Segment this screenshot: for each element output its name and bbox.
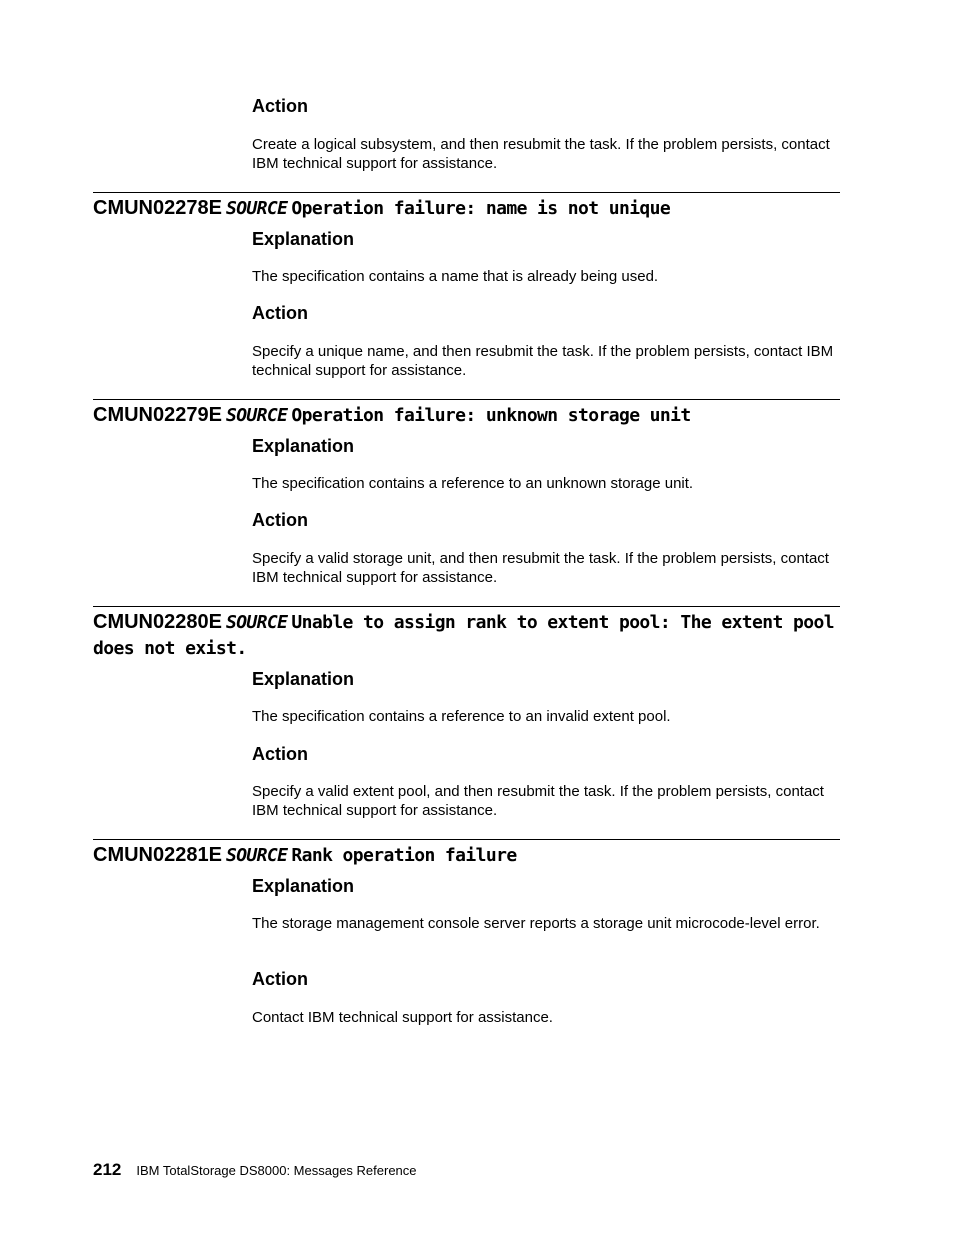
action-heading: Action [252, 744, 308, 764]
message-id: CMUN02279E [93, 404, 222, 426]
message-heading [93, 402, 843, 429]
book-title: IBM TotalStorage DS8000: Messages Reference [136, 1163, 417, 1178]
action-text: Specify a valid storage unit, and then resubmit the task. If the problem persists, contact IBM technical support for assistance. [252, 550, 829, 586]
page-number: 212 [93, 1160, 122, 1179]
explanation-text: The storage management console server reports a storage unit microcode-level error. [252, 915, 820, 932]
explanation-text: The specification contains a name that is already being used. [252, 268, 659, 285]
message-id: CMUN02281E [93, 844, 222, 866]
explanation-heading: Explanation [252, 669, 355, 689]
message-heading [93, 609, 843, 662]
action-heading: Action [252, 510, 308, 530]
message-heading [93, 195, 843, 222]
action-text: Create a logical subsystem, and then resubmit the task. If the problem persists, contact IBM technical support for assistance. [252, 136, 830, 172]
message-id: CMUN02280E [93, 611, 222, 633]
message-heading [93, 842, 843, 869]
action-text: Contact IBM technical support for assistance. [252, 1009, 553, 1026]
explanation-heading: Explanation [252, 436, 355, 456]
message-id: CMUN02278E [93, 197, 222, 219]
message-text: Operation failure: unknown storage unit [291, 405, 691, 426]
section-divider [93, 839, 840, 840]
message-source: SOURCE [225, 405, 288, 426]
page-footer [93, 1160, 417, 1180]
message-text: Operation failure: name is not unique [291, 198, 671, 219]
message-text: Unable to assign rank to extent pool: The extent pool does not exist. [93, 612, 834, 659]
message-source: SOURCE [225, 845, 288, 866]
action-heading: Action [252, 96, 308, 116]
action-text: Specify a unique name, and then resubmit the task. If the problem persists, contact IBM technical support for assistance. [252, 343, 834, 379]
explanation-heading: Explanation [252, 229, 355, 249]
action-text: Specify a valid extent pool, and then resubmit the task. If the problem persists, contact IBM technical support for assistance. [252, 783, 824, 819]
message-text: Rank operation failure [291, 845, 517, 866]
explanation-heading: Explanation [252, 876, 355, 896]
explanation-text: The specification contains a reference to an invalid extent pool. [252, 708, 671, 725]
section-divider [93, 606, 840, 607]
section-divider [93, 192, 840, 193]
action-heading: Action [252, 969, 308, 989]
section-divider [93, 399, 840, 400]
message-source: SOURCE [225, 612, 288, 633]
explanation-text: The specification contains a reference to an unknown storage unit. [252, 475, 694, 492]
message-source: SOURCE [225, 198, 288, 219]
action-heading: Action [252, 303, 308, 323]
